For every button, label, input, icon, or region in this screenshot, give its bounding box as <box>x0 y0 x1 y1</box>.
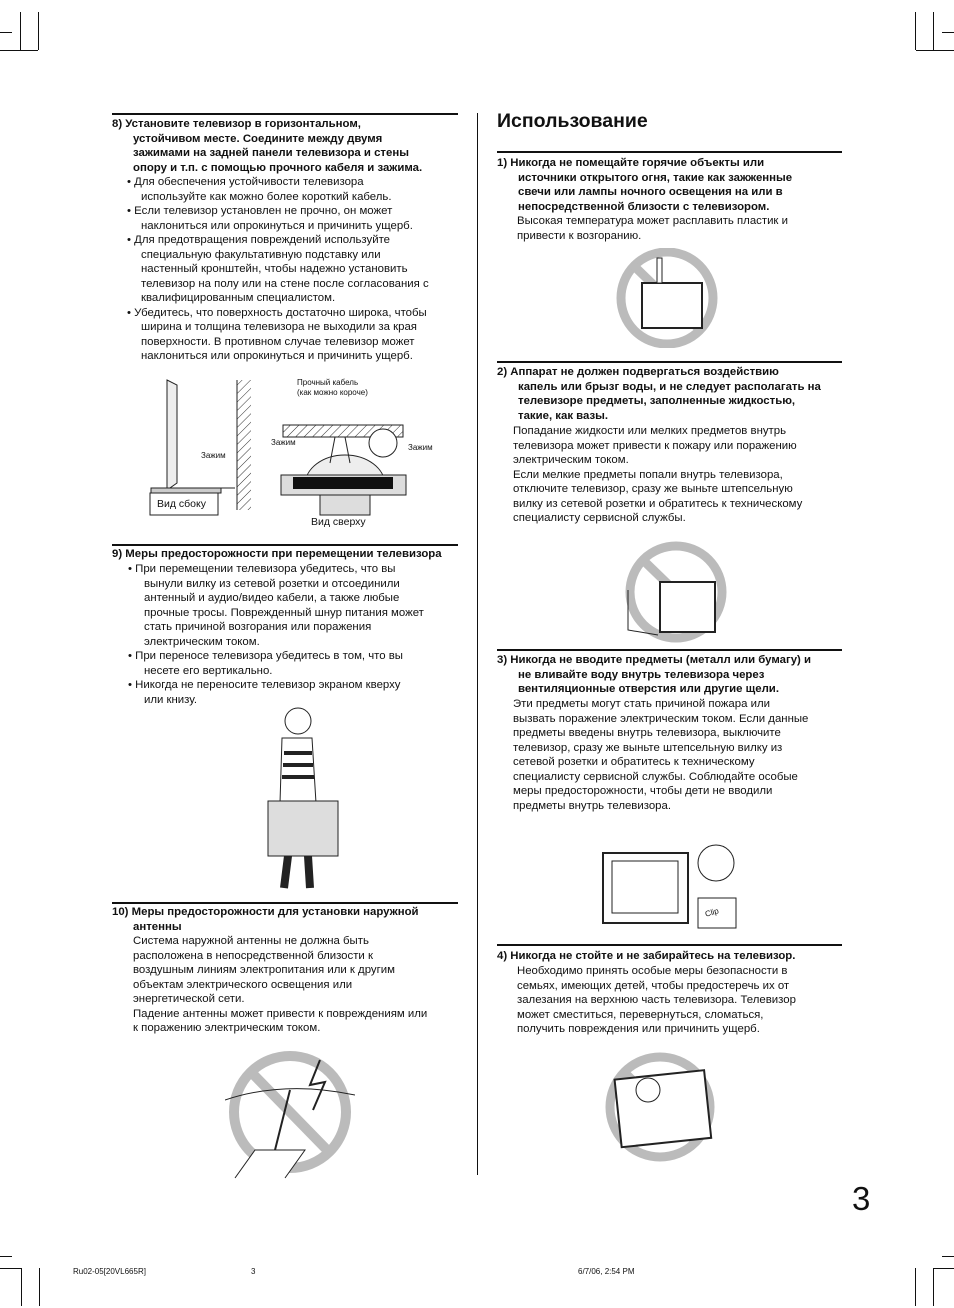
antenna-warning-illustration <box>225 1040 355 1180</box>
tv-mount-illustration <box>145 375 435 535</box>
clamp-label: Зажим <box>201 451 226 460</box>
clip-box-label: Clip <box>704 906 720 919</box>
bullet-item: • При перемещении телевизора убедитесь, что вы вынули вилку из сетевой розетки и отсоединили антенный и аудио/видео кабели, а также любые прочные тросы. Поврежденный шнур питания может стать причиной возгорания или поражения электрическим током. <box>128 563 424 648</box>
section-10-body: Система наружной антенны не должна быть расположена в непосредственной близости к воздушным линиям электропитания или к другим объектам электрического освещения или энергетической сети. Падение антенны может привести к повреждениям или к поражению электрическим током. <box>133 935 428 1034</box>
section-10-heading: 10) Меры предосторожности для установки наружной антенны <box>112 906 419 933</box>
section-4-heading: 4) Никогда не стойте и не забирайтесь на телевизор. <box>497 950 796 962</box>
section-3-heading: 3) Никогда не вводите предметы (металл или бумагу) и не вливайте воду внутрь телевизора через вентиляционные отверстия или другие щели. <box>497 654 811 695</box>
section-rule <box>112 544 458 546</box>
footer-date: 6/7/06, 2:54 PM <box>578 1267 635 1276</box>
section-rule <box>497 649 842 651</box>
crop-mark <box>933 1268 954 1269</box>
crop-mark <box>915 1268 916 1306</box>
crop-mark <box>0 1268 21 1269</box>
crop-mark <box>915 12 916 50</box>
section-rule <box>497 361 842 363</box>
crop-mark <box>0 50 38 51</box>
section-9-bullets <box>112 562 462 707</box>
section-rule <box>112 902 458 904</box>
crop-mark <box>21 1268 22 1306</box>
crop-mark <box>942 1256 954 1257</box>
clamp-label: Зажим <box>271 438 296 447</box>
crop-mark <box>942 32 954 33</box>
section-3-body: Эти предметы могут стать причиной пожара или вызвать поражение электрическим током. Если данные предметы введены внутрь телевизора, выключите телевизор, сразу же выньте штепсельную вилку из сетевой розетки и обратитесь к техническому специалисту сервисной службы. Соблюдайте особые меры предосторожности, чтобы дети не вводили предметы внутрь телевизора. <box>513 698 809 812</box>
crop-mark <box>0 32 12 33</box>
crop-mark <box>933 12 934 50</box>
bullet-item: • Убедитесь, что поверхность достаточно широка, чтобы ширина и толщина телевизора не выходили за края поверхности. В противном случае телевизор может наклониться или опрокинуться и причинить ущерб. <box>127 306 427 362</box>
section-1-body: Высокая температура может расплавить пластик и привести к возгоранию. <box>517 215 788 242</box>
bullet-item: • Никогда не переносите телевизор экраном кверху или книзу. <box>128 679 401 706</box>
section-2-heading: 2) Аппарат не должен подвергаться воздействию капель или брызг воды, и не следует располагать на телевизоре предметы, заполненные жидкостью, такие, как вазы. <box>497 366 821 422</box>
column-divider <box>477 113 478 1175</box>
bullet-item: • Для предотвращения повреждений используйте специальную факультативную подставку или настенный кронштейн, чтобы надежно установить телевизор на полу или на стене после согласования с квалифицированным специалистом. <box>127 234 429 304</box>
crop-mark <box>916 50 954 51</box>
vase-warning-illustration <box>618 540 728 645</box>
section-9-heading: 9) Меры предосторожности при перемещении телевизора <box>112 548 442 560</box>
cable-label: Прочный кабель (как можно короче) <box>297 378 368 397</box>
section-2-body: Попадание жидкости или мелких предметов внутрь телевизора может привести к пожару или поражению электрическим током. Если мелкие предметы попали внутрь телевизора, отключите телевизор, сразу же выньте штепсельную вилку из сетевой розетки и обратитесь к техническому специалисту сервисной службы. <box>513 425 803 524</box>
crop-mark <box>38 12 39 50</box>
candle-warning-illustration <box>612 248 722 348</box>
section-8-heading: 8) Установите телевизор в горизонтальном, устойчивом месте. Соедините между двумя зажимами на задней панели телевизора и стены опору и т.п. с помощью прочного кабеля и зажима. <box>112 118 423 174</box>
child-inserting-objects-illustration <box>598 828 743 938</box>
crop-mark <box>933 1268 934 1306</box>
section-4-body: Необходимо принять особые меры безопасности в семьях, имеющих детей, чтобы предостеречь их от залезания на верхнюю часть телевизора. Телевизор может сместиться, перевернуться, сломаться, получить повреждения или причинить ущерб. <box>517 965 796 1035</box>
bullet-item: • Для обеспечения устойчивости телевизора используйте как можно более короткий кабель. <box>127 176 392 203</box>
bullet-item: • Если телевизор установлен не прочно, он может наклониться или опрокинуться и причинить ущерб. <box>127 205 413 232</box>
bullet-item: • При переносе телевизора убедитесь в том, что вы несете его вертикально. <box>128 650 403 677</box>
side-view-label: Вид сбоку <box>157 498 206 510</box>
page-number: 3 <box>852 1180 871 1217</box>
section-8-bullets <box>112 175 462 364</box>
tv-mount-diagram <box>145 375 435 535</box>
page-title: Использование <box>497 110 648 132</box>
climbing-child-warning-illustration <box>600 1050 720 1165</box>
clamp-label: Зажим <box>408 443 433 452</box>
crop-mark <box>20 12 21 50</box>
crop-mark <box>0 1256 12 1257</box>
top-view-label: Вид сверху <box>311 516 366 528</box>
section-rule <box>497 944 842 946</box>
footer-page: 3 <box>251 1267 256 1276</box>
footer-file: Ru02-05[20VL665R] <box>73 1267 146 1276</box>
section-rule <box>112 113 458 115</box>
section-rule <box>497 151 842 153</box>
crop-mark <box>39 1268 40 1306</box>
section-1-heading: 1) Никогда не помещайте горячие объекты или источники открытого огня, такие как зажженные свечи или лампы ночного освещения на или в непосредственной близости с телевизором. <box>497 157 793 213</box>
man-carrying-tv-illustration <box>250 703 350 895</box>
